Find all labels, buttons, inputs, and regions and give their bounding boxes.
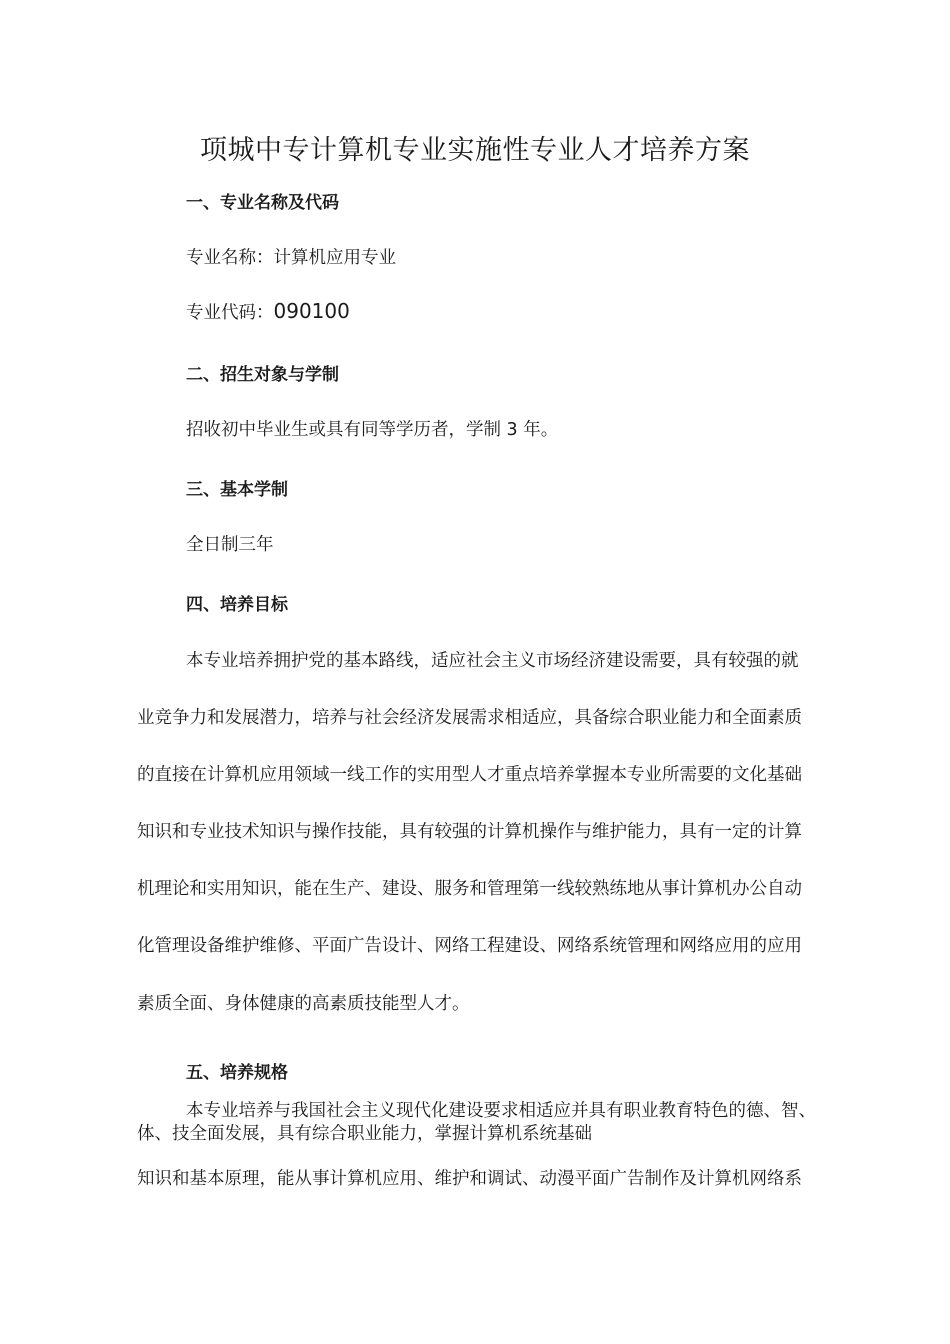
section-heading-duration: 三、基本学制	[186, 480, 288, 500]
objective-line: 业竞争力和发展潜力，培养与社会经济发展需求相适应，具备综合职业能力和全面素质	[137, 708, 802, 728]
duration-text: 全日制三年	[186, 535, 274, 555]
section-heading-specification: 五、培养规格	[186, 1063, 288, 1083]
major-name-line: 专业名称：计算机应用专业	[186, 248, 396, 268]
major-code-value: 090100	[273, 299, 350, 323]
enrollment-text: 招收初中毕业生或具有同等学历者，学制 3 年。	[186, 420, 559, 440]
major-code-label: 专业代码：	[186, 303, 274, 323]
major-code-line	[186, 299, 350, 324]
objective-line: 素质全面、身体健康的高素质技能型人才。	[137, 994, 470, 1014]
specification-line: 知识和基本原理，能从事计算机应用、维护和调试、动漫平面广告制作及计算机网络系	[137, 1169, 802, 1189]
objective-line: 化管理设备维护维修、平面广告设计、网络工程建设、网络系统管理和网络应用的应用	[137, 936, 802, 956]
section-heading-major: 一、专业名称及代码	[186, 193, 339, 213]
objective-line: 本专业培养拥护党的基本路线，适应社会主义市场经济建设需要，具有较强的就	[186, 651, 799, 671]
objective-line: 机理论和实用知识，能在生产、建设、服务和管理第一线较熟练地从事计算机办公自动	[137, 879, 802, 899]
section-heading-objective: 四、培养目标	[186, 595, 288, 615]
specification-line: 体、技全面发展，具有综合职业能力，掌握计算机系统基础	[137, 1124, 592, 1144]
page-title: 项城中专计算机专业实施性专业人才培养方案	[200, 135, 750, 166]
objective-line: 的直接在计算机应用领域一线工作的实用型人才重点培养掌握本专业所需要的文化基础	[137, 765, 802, 785]
specification-line: 本专业培养与我国社会主义现代化建设要求相适应并具有职业教育特色的德、智、	[186, 1101, 816, 1121]
section-heading-enrollment: 二、招生对象与学制	[186, 365, 339, 385]
objective-line: 知识和专业技术知识与操作技能，具有较强的计算机操作与维护能力，具有一定的计算	[137, 822, 802, 842]
